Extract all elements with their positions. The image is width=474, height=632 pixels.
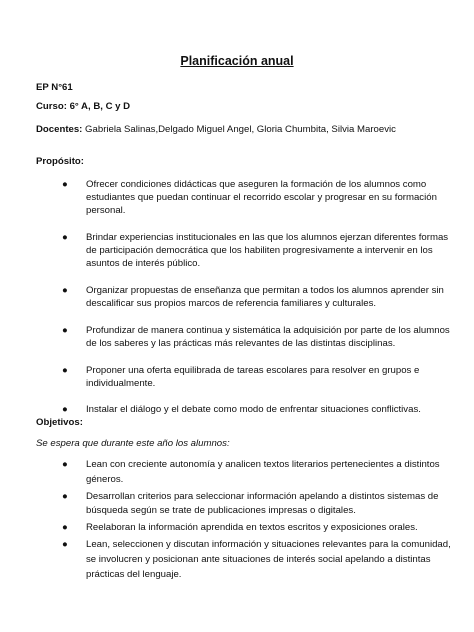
- bullet-icon: ●: [62, 285, 68, 296]
- objectives-intro: Se espera que durante este año los alumnos:: [36, 438, 230, 449]
- teachers-label: Docentes:: [36, 124, 83, 135]
- teachers-line: [36, 124, 396, 135]
- list-item: ● Desarrollan criterios para seleccionar información apelando a distintos sistemas de búsqueda según se trate de publicaciones impresas o digitales.: [62, 490, 439, 517]
- bullet-icon: ●: [62, 324, 68, 336]
- list-item: ● Ofrecer condiciones didácticas que aseguren la formación de los alumnos como estudiantes que puedan continuar el recorrido escolar y progresar en su formación personal.: [62, 179, 437, 217]
- list-item: ● Proponer una oferta equilibrada de tareas escolares para resolver en grupos e individualmente.: [62, 364, 420, 389]
- objectives-heading: Objetivos:: [36, 417, 83, 428]
- bullet-icon: ●: [62, 490, 68, 502]
- bullet-icon: ●: [62, 539, 68, 551]
- bullet-icon: ●: [62, 232, 68, 243]
- list-item: ● Lean con creciente autonomía y analicen textos literarios pertenecientes a distintos géneros.: [62, 459, 440, 485]
- document-title: Planificación anual: [180, 54, 294, 68]
- list-item: ● Reelaboran la información aprendida en textos escritos y exposiciones orales.: [60, 521, 452, 536]
- school-line: EP N°61: [36, 82, 73, 93]
- bullet-icon: ●: [62, 404, 68, 416]
- teachers-names: Gabriela Salinas,Delgado Miguel Angel, Gloria Chumbita, Silvia Maroevic: [82, 124, 396, 135]
- list-item: ● Instalar el diálogo y el debate como modo de enfrentar situaciones conflictivas.: [62, 404, 421, 416]
- bullet-icon: ●: [62, 459, 68, 470]
- course-line: Curso: 6° A, B, C y D: [36, 101, 131, 112]
- bullet-icon: ●: [62, 522, 68, 534]
- list-item: ● Profundizar de manera continua y sistemática la adquisición por parte de los alumnos de los saberes y las prácticas más relevantes de las distintas disciplinas.: [62, 324, 450, 349]
- bullet-icon: ●: [62, 364, 68, 376]
- list-item: ● Lean, seleccionen y discutan información y situaciones relevantes para la comunidad, se involucren y posicionan ante situaciones de interés social apelando a distintas prácticas del lenguaje.: [62, 539, 451, 580]
- objectives-list: [60, 458, 452, 585]
- list-item: ● Brindar experiencias institucionales en las que los alumnos ejerzan diferentes formas de participación democrática que los habiliten progresivamente a intervenir en los asuntos de interés público.: [62, 232, 449, 270]
- purpose-heading: Propósito:: [36, 156, 84, 167]
- list-item: ● Organizar propuestas de enseñanza que permitan a todos los alumnos aprender sin descalificar sus propios marcos de referencia familiares y culturales.: [62, 285, 444, 310]
- purpose-list: [60, 178, 452, 430]
- bullet-icon: ●: [62, 179, 68, 190]
